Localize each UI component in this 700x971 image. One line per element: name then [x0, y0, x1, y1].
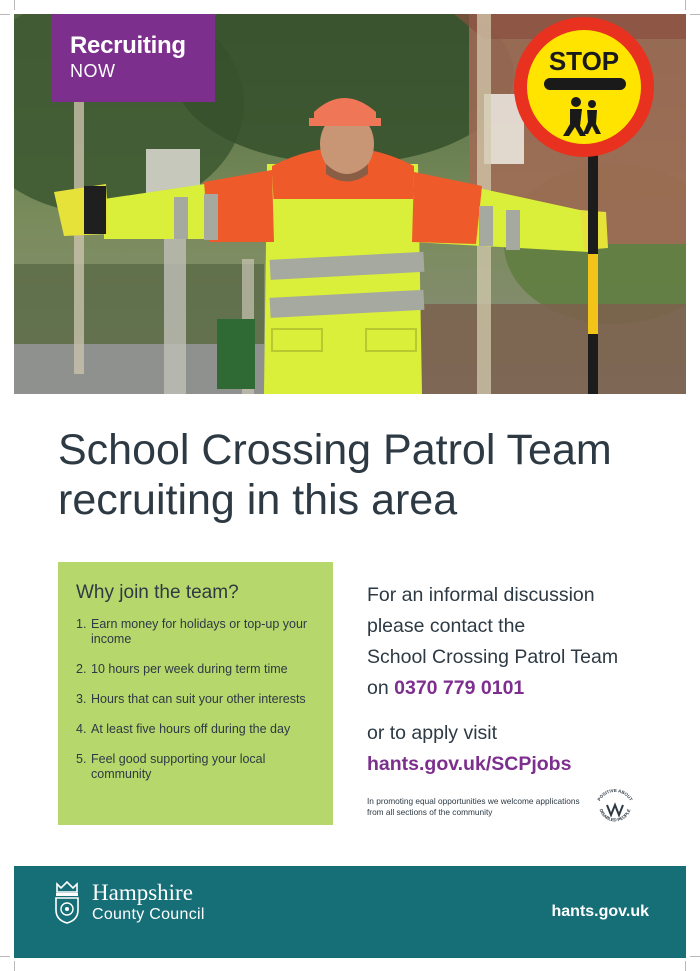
crop-mark: [690, 14, 700, 15]
list-item-number: 4.: [76, 722, 87, 736]
list-item-text: At least five hours off during the day: [91, 722, 291, 736]
list-item-text: 10 hours per week during term time: [91, 662, 288, 676]
contact-line-1: For an informal discussion: [367, 584, 595, 606]
footer-bar: [14, 866, 686, 958]
crop-mark: [690, 956, 700, 957]
svg-text:DISABLED PEOPLE: DISABLED PEOPLE: [598, 808, 632, 823]
council-name-line-1: Hampshire: [92, 880, 193, 905]
crop-mark: [0, 956, 10, 957]
why-join-title: Why join the team?: [76, 582, 239, 603]
contact-line-2: please contact the: [367, 615, 526, 637]
list-item-text: Hours that can suit your other interests: [91, 692, 306, 706]
crop-mark: [685, 961, 686, 971]
benefits-list: [76, 617, 319, 782]
disability-confident-logo: [590, 787, 640, 827]
contact-line-3: School Crossing Patrol Team: [367, 646, 619, 668]
crop-mark: [685, 0, 686, 10]
crop-mark: [0, 14, 10, 15]
list-item-number: 5.: [76, 752, 87, 766]
headline-line-2: recruiting in this area: [58, 476, 458, 524]
list-item-text: Feel good supporting your local community: [91, 752, 266, 781]
stop-sign-text: STOP: [548, 46, 620, 76]
crop-mark: [14, 0, 15, 10]
council-name-line-2: County Council: [92, 906, 205, 923]
badge-line-1: Recruiting: [70, 32, 186, 59]
list-item-number: 3.: [76, 692, 87, 706]
list-item: [76, 692, 319, 707]
badge-line-2: NOW: [70, 61, 116, 81]
apply-text: or to apply visit: [367, 722, 498, 744]
phone-number-link[interactable]: 0370 779 0101: [394, 677, 525, 699]
equal-opportunities-text: In promoting equal opportunities we welcome applications from all sections of the community: [367, 796, 580, 817]
contact-phone-line: [367, 673, 677, 704]
recruiting-badge: [51, 14, 215, 102]
footer-url-link[interactable]: hants.gov.uk: [551, 903, 649, 920]
hampshire-crest-icon: [51, 880, 83, 924]
apply-url-link[interactable]: hants.gov.uk/SCPjobs: [367, 753, 572, 775]
list-item: [76, 617, 319, 647]
why-join-box: [58, 562, 333, 825]
list-item: [76, 722, 319, 737]
list-item-text: Earn money for holidays or top-up your income: [91, 617, 308, 646]
list-item: [76, 752, 319, 782]
phone-prefix: on: [367, 677, 389, 699]
crop-mark: [14, 961, 15, 971]
list-item-number: 2.: [76, 662, 87, 676]
contact-info: [367, 580, 677, 704]
list-item: [76, 662, 319, 677]
page-title: [58, 425, 678, 525]
list-item-number: 1.: [76, 617, 87, 631]
headline-line-1: School Crossing Patrol Team: [58, 426, 612, 474]
svg-text:POSITIVE ABOUT: POSITIVE ABOUT: [596, 787, 634, 802]
council-name: [92, 881, 205, 925]
